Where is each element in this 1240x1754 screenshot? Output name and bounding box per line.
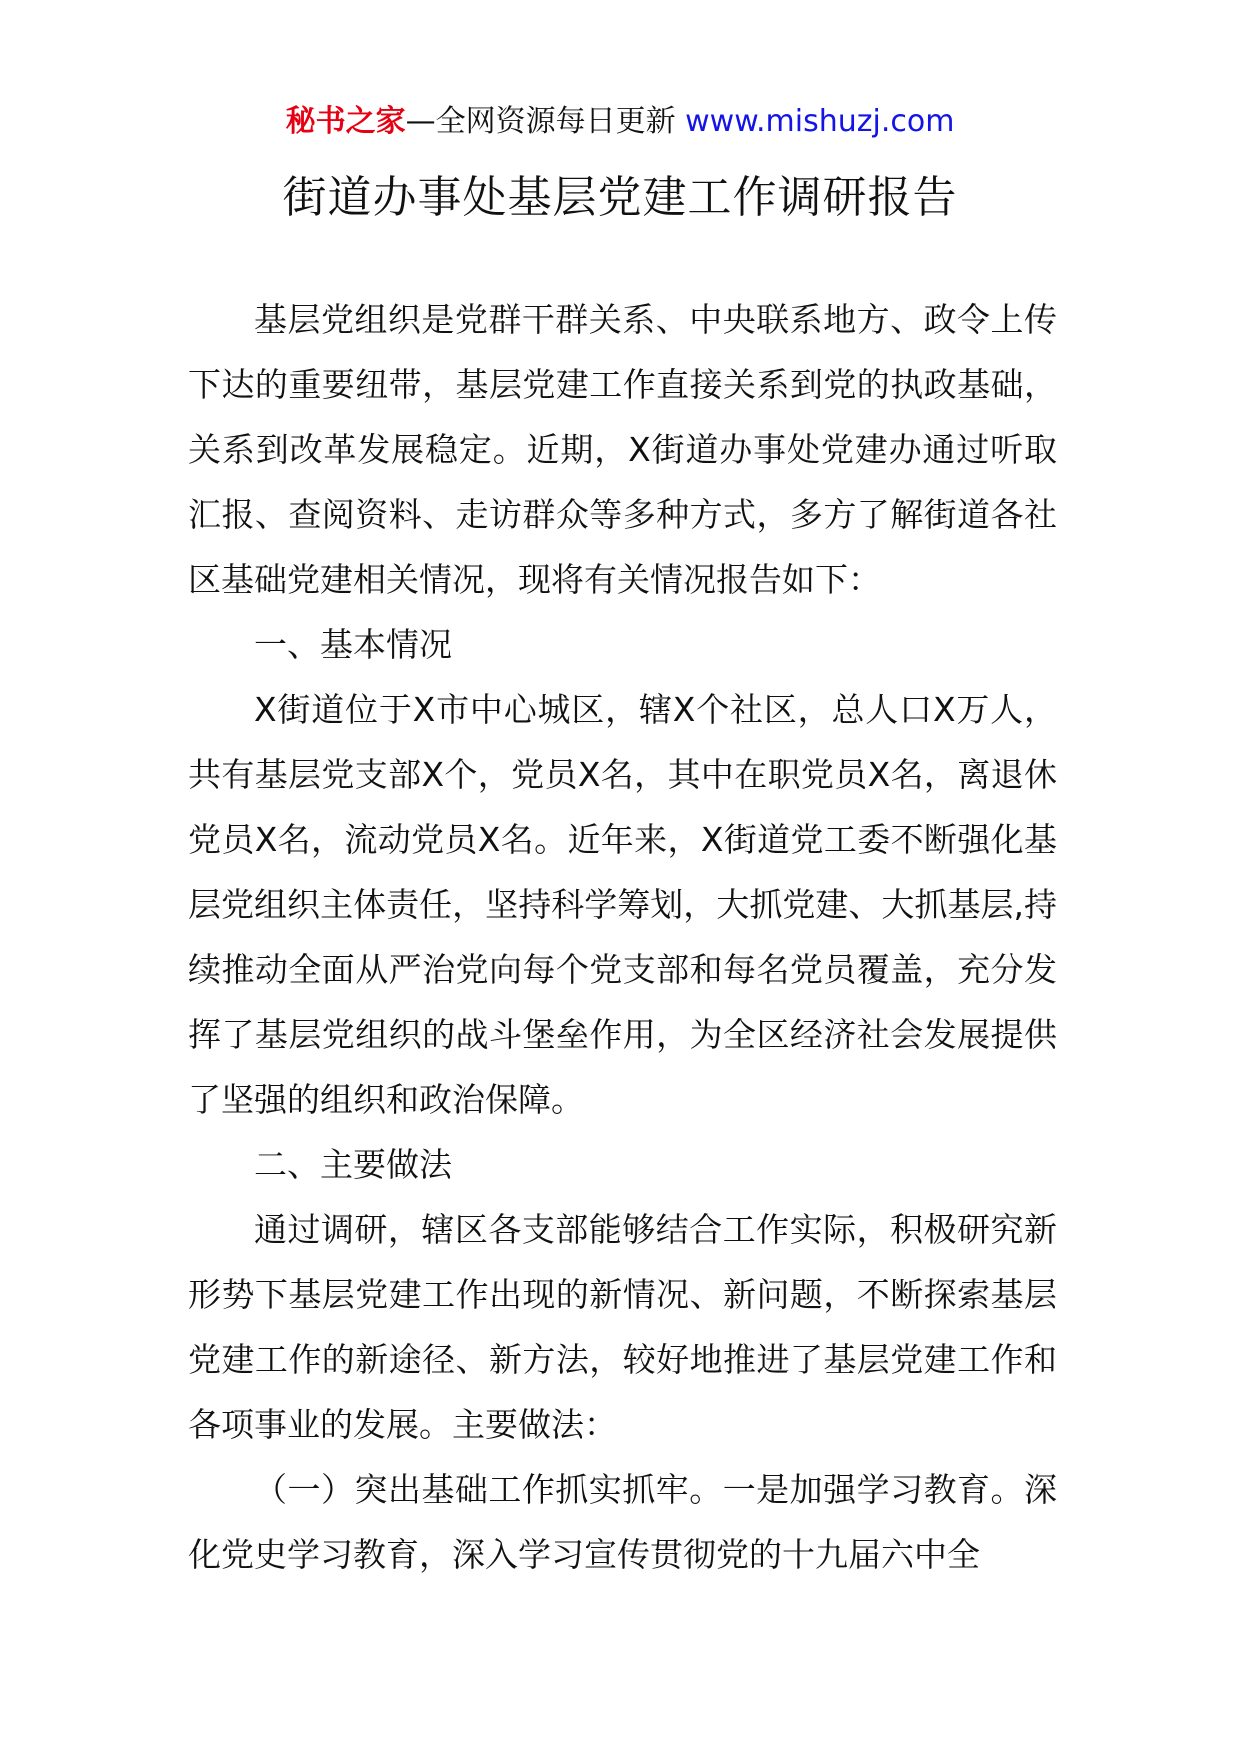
section-heading-basic: 一、基本情况 xyxy=(254,625,452,664)
section-heading-methods: 二、主要做法 xyxy=(254,1145,452,1184)
paragraph-methods: 通过调研，辖区各支部能够结合工作实际，积极研究新形势下基层党建工作出现的新情况、新问题，不断探索基层党建工作的新途径、新方法，较好地推进了基层党建工作和各项事业的发展。主要做法： xyxy=(188,1210,1057,1444)
paragraph-basic-situation: X街道位于X市中心城区，辖X个社区，总人口X万人，共有基层党支部X个，党员X名，其中在职党员X名，离退休党员X名，流动党员X名。近年来，X街道党工委不断强化基层党组织主体责任，坚持科学筹划，大抓党建、大抓基层,持续推动全面从严治党向每个党支部和每名党员覆盖，充分发挥了基层党组织的战斗堡垒作用，为全区经济社会发展提供了坚强的组织和政治保障。 xyxy=(188,690,1057,1119)
document-body xyxy=(188,287,1057,1587)
paragraph-intro: 基层党组织是党群干群关系、中央联系地方、政令上传下达的重要纽带，基层党建工作直接关系到党的执政基础，关系到改革发展稳定。近期，X街道办事处党建办通过听取汇报、查阅资料、走访群众等多种方式，多方了解街道各社区基础党建相关情况，现将有关情况报告如下： xyxy=(188,300,1057,599)
slogan: —全网资源每日更新 xyxy=(405,104,676,139)
brand-name: 秘书之家 xyxy=(285,104,406,139)
site-banner xyxy=(0,100,1240,144)
paragraph-subsection-one: （一）突出基础工作抓实抓牢。一是加强学习教育。深化党史学习教育，深入学习宣传贯彻党的十九届六中全 xyxy=(188,1470,1057,1574)
site-url-link[interactable]: www.mishuzj.com xyxy=(685,104,955,139)
document-title: 街道办事处基层党建工作调研报告 xyxy=(282,172,958,223)
